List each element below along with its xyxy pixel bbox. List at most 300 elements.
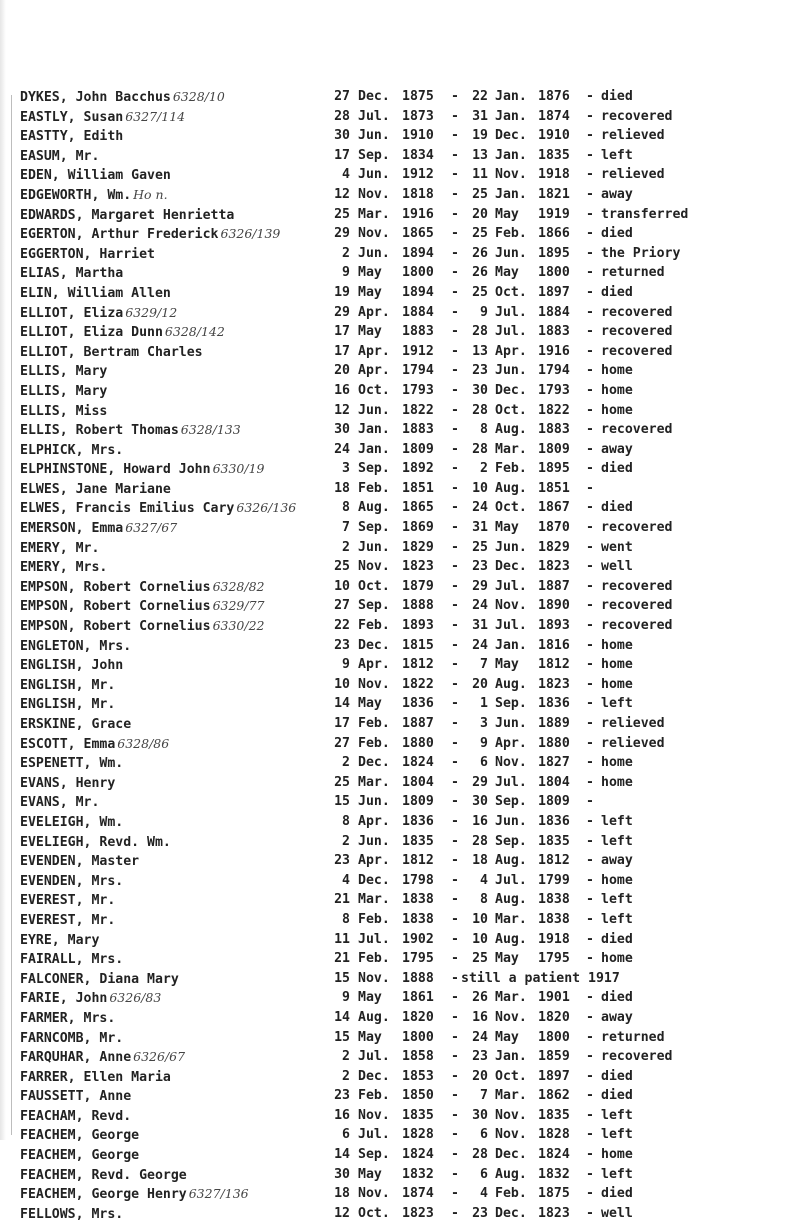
admission-year: 1894 <box>402 284 434 300</box>
discharge-year: 1859 <box>538 1049 570 1065</box>
admission-year: 1800 <box>402 1029 434 1045</box>
admission-day: 29 <box>334 226 350 242</box>
register-entry <box>20 714 795 734</box>
date-separator: - <box>451 1127 459 1143</box>
discharge-month: Jul. <box>495 324 527 340</box>
discharge-day: 11 <box>472 167 488 183</box>
register-entry <box>20 616 795 636</box>
admission-day: 10 <box>334 578 350 594</box>
register-entry <box>20 1204 795 1224</box>
admission-month: Mar. <box>358 206 390 222</box>
discharge-year: 1884 <box>538 304 570 320</box>
admission-year: 1873 <box>402 108 434 124</box>
patient-name: ELWES, Jane Mariane <box>20 481 171 497</box>
admission-year: 1884 <box>402 304 434 320</box>
outcome-separator: - <box>586 147 594 163</box>
admission-year: 1912 <box>402 343 434 359</box>
outcome-separator: - <box>586 637 594 653</box>
admission-year: 1823 <box>402 559 434 575</box>
patient-name: FARQUHAR, Anne <box>20 1050 132 1066</box>
patient-name: EVENDEN, Master <box>20 854 140 870</box>
admission-month: May <box>358 324 382 340</box>
admission-day: 11 <box>334 931 350 947</box>
patient-name-cell <box>20 675 117 696</box>
discharge-month: May <box>495 206 519 222</box>
patient-name-cell <box>20 1047 185 1068</box>
outcome-separator: - <box>586 676 594 692</box>
admission-year: 1809 <box>402 794 434 810</box>
discharge-year: 1812 <box>538 853 570 869</box>
date-separator: - <box>451 716 459 731</box>
outcome-separator: - <box>586 755 594 771</box>
discharge-outcome: died <box>601 1068 633 1084</box>
handwritten-reference: 6330/22 <box>212 618 265 634</box>
admission-year: 1887 <box>402 716 434 731</box>
discharge-month: Dec. <box>495 128 527 144</box>
admission-day: 15 <box>334 970 350 986</box>
register-entry <box>20 538 795 558</box>
discharge-month: Jul. <box>495 872 527 888</box>
discharge-outcome: left <box>601 813 633 829</box>
patient-name: ERSKINE, Grace <box>20 717 132 732</box>
date-separator: - <box>451 755 459 771</box>
handwritten-reference: 6326/136 <box>236 500 297 516</box>
patient-name: ELLIS, Robert Thomas <box>20 423 179 439</box>
discharge-outcome: returned <box>601 265 665 281</box>
admission-month: Dec. <box>358 637 390 653</box>
admission-year: 1838 <box>402 892 434 908</box>
admission-year: 1818 <box>402 186 434 202</box>
date-separator: - <box>451 676 459 692</box>
admission-month: Jun. <box>358 245 390 261</box>
outcome-separator: - <box>586 657 594 673</box>
patient-name: FELLOWS, Mrs. <box>20 1206 124 1222</box>
discharge-day: 26 <box>472 265 488 281</box>
admission-day: 3 <box>342 461 350 477</box>
patient-name-cell <box>20 792 101 813</box>
discharge-year: 1838 <box>538 911 570 927</box>
register-entry <box>20 1165 795 1185</box>
discharge-outcome: died <box>601 990 633 1006</box>
register-entry <box>20 1047 795 1067</box>
discharge-outcome: died <box>601 284 633 300</box>
discharge-day: 23 <box>472 559 488 575</box>
discharge-day: 10 <box>472 480 488 496</box>
admissions-register-list <box>20 87 795 1223</box>
admission-day: 25 <box>334 559 350 575</box>
discharge-month: Jun. <box>495 363 527 379</box>
patient-name-cell <box>20 871 125 892</box>
admission-year: 1823 <box>402 1205 434 1221</box>
admission-month: Mar. <box>358 774 390 790</box>
admission-day: 15 <box>334 1029 350 1045</box>
patient-name: ELIAS, Martha <box>20 266 124 282</box>
discharge-year: 1822 <box>538 402 570 418</box>
discharge-outcome: recovered <box>601 304 673 320</box>
outcome-separator: - <box>586 774 594 790</box>
outcome-separator: - <box>586 265 594 281</box>
patient-name: EMERSON, Emma <box>20 521 124 537</box>
patient-name-cell <box>20 165 173 186</box>
patient-name: ELPHICK, Mrs. <box>20 442 124 458</box>
admission-year: 1912 <box>402 167 434 183</box>
patient-name: EDEN, William Gaven <box>20 168 171 184</box>
date-separator: - <box>451 696 459 712</box>
discharge-month: Jun. <box>495 245 527 261</box>
admission-month: May <box>358 990 382 1006</box>
admission-year: 1883 <box>402 422 434 438</box>
discharge-day: 20 <box>472 1068 488 1084</box>
patient-name-cell <box>20 1106 133 1127</box>
admission-month: May <box>358 265 382 281</box>
discharge-year: 1835 <box>538 147 570 163</box>
outcome-separator: - <box>586 618 594 634</box>
admission-day: 2 <box>342 245 350 261</box>
patient-name-cell <box>20 107 185 128</box>
admission-month: Apr. <box>358 343 390 359</box>
date-separator: - <box>451 284 459 300</box>
date-separator: - <box>451 363 459 379</box>
discharge-outcome: left <box>601 833 633 849</box>
discharge-year: 1862 <box>538 1088 570 1104</box>
admission-month: Nov. <box>358 1107 390 1123</box>
outcome-separator: - <box>586 1205 594 1221</box>
patient-name-cell <box>20 832 173 853</box>
patient-name: EMPSON, Robert Cornelius <box>20 599 211 615</box>
discharge-day: 6 <box>480 1127 488 1143</box>
discharge-month: Aug. <box>495 931 527 947</box>
admission-year: 1865 <box>402 500 434 516</box>
discharge-month: Oct. <box>495 402 527 418</box>
outcome-separator: - <box>586 186 594 202</box>
patient-name-cell <box>20 1145 141 1166</box>
admission-year: 1828 <box>402 1127 434 1143</box>
admission-year: 1910 <box>402 128 434 144</box>
discharge-month: Jan. <box>495 637 527 653</box>
discharge-day: 13 <box>472 343 488 359</box>
admission-day: 21 <box>334 892 350 908</box>
date-separator: - <box>451 990 459 1006</box>
discharge-year: 1897 <box>538 1068 570 1084</box>
patient-name: EASTLY, Susan <box>20 109 124 125</box>
discharge-outcome: home <box>601 402 633 418</box>
patient-name-cell <box>20 87 225 108</box>
discharge-day: 25 <box>472 539 488 555</box>
patient-name-cell <box>20 263 125 284</box>
patient-name-cell <box>20 1184 249 1205</box>
date-separator: - <box>451 1088 459 1104</box>
outcome-separator: - <box>586 578 594 594</box>
patient-name: FAIRALL, Mrs. <box>20 952 124 968</box>
outcome-separator: - <box>586 284 594 300</box>
discharge-outcome: recovered <box>601 618 673 634</box>
register-entry <box>20 244 795 264</box>
admission-year: 1804 <box>402 774 434 790</box>
admission-month: Jul. <box>358 931 390 947</box>
date-separator: - <box>451 794 459 810</box>
patient-name: FEACHEM, Revd. George <box>20 1167 187 1183</box>
patient-name-cell <box>20 420 241 441</box>
admission-year: 1793 <box>402 382 434 398</box>
patient-name-cell <box>20 969 181 990</box>
discharge-month: Dec. <box>495 1205 527 1221</box>
discharge-month: Feb. <box>495 1186 527 1202</box>
patient-name-cell <box>20 1067 173 1088</box>
admission-year: 1888 <box>402 970 434 986</box>
outcome-separator: - <box>586 892 594 908</box>
admission-day: 14 <box>334 696 350 712</box>
outcome-separator: - <box>586 422 594 438</box>
patient-name: EVANS, Henry <box>20 775 116 791</box>
register-entry <box>20 1145 795 1165</box>
patient-name: DYKES, John Bacchus <box>20 90 171 105</box>
discharge-year: 1800 <box>538 265 570 281</box>
admission-month: Feb. <box>358 480 390 496</box>
discharge-year: 1836 <box>538 696 570 712</box>
discharge-outcome: left <box>601 892 633 908</box>
date-separator: - <box>451 951 459 967</box>
outcome-separator: - <box>586 1186 594 1202</box>
handwritten-reference: 6328/133 <box>180 422 241 438</box>
patient-name: ELLIS, Mary <box>20 383 108 399</box>
discharge-day: 16 <box>472 1009 488 1025</box>
discharge-day: 24 <box>472 637 488 653</box>
admission-day: 18 <box>334 1186 350 1202</box>
date-separator: - <box>451 128 459 144</box>
date-separator: - <box>451 853 459 869</box>
patient-name-cell <box>20 146 101 167</box>
date-separator: - <box>451 500 459 516</box>
patient-name: FEACHEM, George Henry <box>20 1187 187 1203</box>
register-entry <box>20 1106 795 1126</box>
discharge-day: 3 <box>480 716 488 731</box>
register-entry <box>20 596 795 616</box>
admission-month: Apr. <box>358 853 390 869</box>
admission-month: Aug. <box>358 500 390 516</box>
admission-month: Nov. <box>358 559 390 575</box>
register-entry <box>20 988 795 1008</box>
patient-name-cell <box>20 949 125 970</box>
patient-name: ENGLISH, John <box>20 658 124 674</box>
admission-year: 1902 <box>402 931 434 947</box>
discharge-year: 1820 <box>538 1009 570 1025</box>
date-separator: - <box>451 618 459 634</box>
register-entry <box>20 1086 795 1106</box>
admission-month: Dec. <box>358 89 390 104</box>
discharge-day: 4 <box>480 872 488 888</box>
register-entry <box>20 361 795 381</box>
handwritten-reference: 6330/19 <box>212 461 265 477</box>
discharge-outcome: home <box>601 872 633 888</box>
admission-month: Feb. <box>358 618 390 634</box>
date-separator: - <box>451 382 459 398</box>
patient-name-cell <box>20 930 101 951</box>
patient-name-cell <box>20 1008 117 1029</box>
outcome-separator: - <box>586 716 594 731</box>
register-entry <box>20 1008 795 1028</box>
handwritten-reference: 6328/86 <box>117 735 170 751</box>
discharge-day: 31 <box>472 520 488 536</box>
discharge-month: Jan. <box>495 89 527 104</box>
outcome-separator: - <box>586 794 594 810</box>
date-separator: - <box>451 245 459 261</box>
register-entry <box>20 342 795 362</box>
discharge-outcome: left <box>601 147 633 163</box>
outcome-separator: - <box>586 500 594 516</box>
outcome-separator: - <box>586 559 594 575</box>
patient-name: EVELEIGH, Wm. <box>20 814 124 830</box>
outcome-separator: - <box>586 1029 594 1045</box>
patient-name: ELLIOT, Eliza Dunn <box>20 325 163 341</box>
date-separator: - <box>451 1049 459 1065</box>
date-separator: - <box>451 520 459 536</box>
patient-name: EVEREST, Mr. <box>20 893 116 909</box>
discharge-year: 1916 <box>538 343 570 359</box>
admission-day: 12 <box>334 1205 350 1221</box>
admission-year: 1861 <box>402 990 434 1006</box>
discharge-year: 1887 <box>538 578 570 594</box>
admission-day: 23 <box>334 853 350 869</box>
outcome-separator: - <box>586 1166 594 1182</box>
discharge-month: Dec. <box>495 382 527 398</box>
outcome-separator: - <box>586 441 594 457</box>
register-entry <box>20 734 795 754</box>
discharge-day: 30 <box>472 794 488 810</box>
admission-month: Sep. <box>358 461 390 477</box>
date-separator: - <box>451 813 459 829</box>
register-entry <box>20 773 795 793</box>
admission-month: Sep. <box>358 520 390 536</box>
discharge-year: 1823 <box>538 1205 570 1221</box>
outcome-separator: - <box>586 1147 594 1163</box>
admission-year: 1836 <box>402 696 434 712</box>
admission-day: 2 <box>342 755 350 771</box>
handwritten-reference: 6327/67 <box>125 520 178 536</box>
patient-name: EVENDEN, Mrs. <box>20 873 124 889</box>
date-separator: - <box>451 1186 459 1202</box>
discharge-outcome: away <box>601 441 633 457</box>
admission-year: 1794 <box>402 363 434 379</box>
discharge-outcome: relieved <box>601 735 665 751</box>
admission-month: Sep. <box>358 1147 390 1163</box>
discharge-outcome: relieved <box>601 167 665 183</box>
handwritten-reference: 6326/139 <box>220 226 281 242</box>
patient-name: FAUSSETT, Anne <box>20 1089 132 1105</box>
discharge-outcome: away <box>601 1009 633 1025</box>
patient-name: ELLIOT, Eliza <box>20 305 124 321</box>
discharge-day: 23 <box>472 363 488 379</box>
admission-month: Jun. <box>358 402 390 418</box>
discharge-month: May <box>495 951 519 967</box>
register-entry <box>20 87 795 107</box>
admission-day: 2 <box>342 833 350 849</box>
patient-name: EDWARDS, Margaret Henrietta <box>20 207 235 223</box>
discharge-year: 1893 <box>538 618 570 634</box>
date-separator: - <box>451 539 459 555</box>
register-entry <box>20 401 795 421</box>
discharge-year: 1824 <box>538 1147 570 1163</box>
discharge-month: Jun. <box>495 539 527 555</box>
register-entry <box>20 107 795 127</box>
discharge-outcome: relieved <box>601 716 665 731</box>
register-entry <box>20 832 795 852</box>
date-separator: - <box>451 206 459 222</box>
outcome-separator: - <box>586 245 594 261</box>
patient-name: ESPENETT, Wm. <box>20 756 124 772</box>
patient-name-cell <box>20 538 101 559</box>
discharge-day: 20 <box>472 676 488 692</box>
discharge-year: 1794 <box>538 363 570 379</box>
date-separator: - <box>451 1107 459 1123</box>
date-separator: - <box>451 735 459 751</box>
discharge-day: 16 <box>472 813 488 829</box>
patient-name-cell <box>20 361 109 382</box>
date-separator: - <box>451 1009 459 1025</box>
register-entry <box>20 812 795 832</box>
admission-year: 1812 <box>402 657 434 673</box>
admission-year: 1815 <box>402 637 434 653</box>
discharge-year: 1823 <box>538 676 570 692</box>
patient-name: ESCOTT, Emma <box>20 736 116 752</box>
admission-year: 1892 <box>402 461 434 477</box>
patient-name: FARMER, Mrs. <box>20 1010 116 1026</box>
discharge-month: Apr. <box>495 735 527 751</box>
register-entry <box>20 1067 795 1087</box>
outcome-separator: - <box>586 813 594 829</box>
register-entry <box>20 126 795 146</box>
patient-name: FALCONER, Diana Mary <box>20 971 179 987</box>
patient-name-cell <box>20 283 173 304</box>
discharge-month: Oct. <box>495 284 527 300</box>
admission-year: 1829 <box>402 539 434 555</box>
discharge-year: 1827 <box>538 755 570 771</box>
admission-year: 1869 <box>402 520 434 536</box>
discharge-year: 1875 <box>538 1186 570 1202</box>
patient-name-cell <box>20 401 109 422</box>
admission-year: 1883 <box>402 324 434 340</box>
admission-month: Apr. <box>358 304 390 320</box>
date-separator: - <box>451 657 459 673</box>
patient-name-cell <box>20 224 280 245</box>
outcome-separator: - <box>586 89 594 104</box>
admission-year: 1838 <box>402 911 434 927</box>
admission-day: 8 <box>342 911 350 927</box>
admission-month: Oct. <box>358 1205 390 1221</box>
admission-day: 19 <box>334 284 350 300</box>
admission-month: Jun. <box>358 128 390 144</box>
outcome-separator: - <box>586 853 594 869</box>
discharge-month: Jul. <box>495 618 527 634</box>
discharge-year: 1890 <box>538 598 570 614</box>
discharge-month: May <box>495 1029 519 1045</box>
discharge-outcome: home <box>601 676 633 692</box>
discharge-month: Nov. <box>495 1107 527 1123</box>
outcome-separator: - <box>586 461 594 477</box>
discharge-year: 1809 <box>538 794 570 810</box>
discharge-month: May <box>495 520 519 536</box>
admission-year: 1853 <box>402 1068 434 1084</box>
discharge-day: 28 <box>472 402 488 418</box>
patient-name-cell <box>20 577 265 598</box>
patient-name: EMERY, Mr. <box>20 540 100 556</box>
discharge-outcome: home <box>601 774 633 790</box>
discharge-month: Nov. <box>495 1009 527 1025</box>
discharge-outcome: died <box>601 1088 633 1104</box>
date-separator: - <box>451 1029 459 1045</box>
outcome-separator: - <box>586 696 594 712</box>
date-separator: - <box>451 1068 459 1084</box>
discharge-year: 1793 <box>538 382 570 398</box>
